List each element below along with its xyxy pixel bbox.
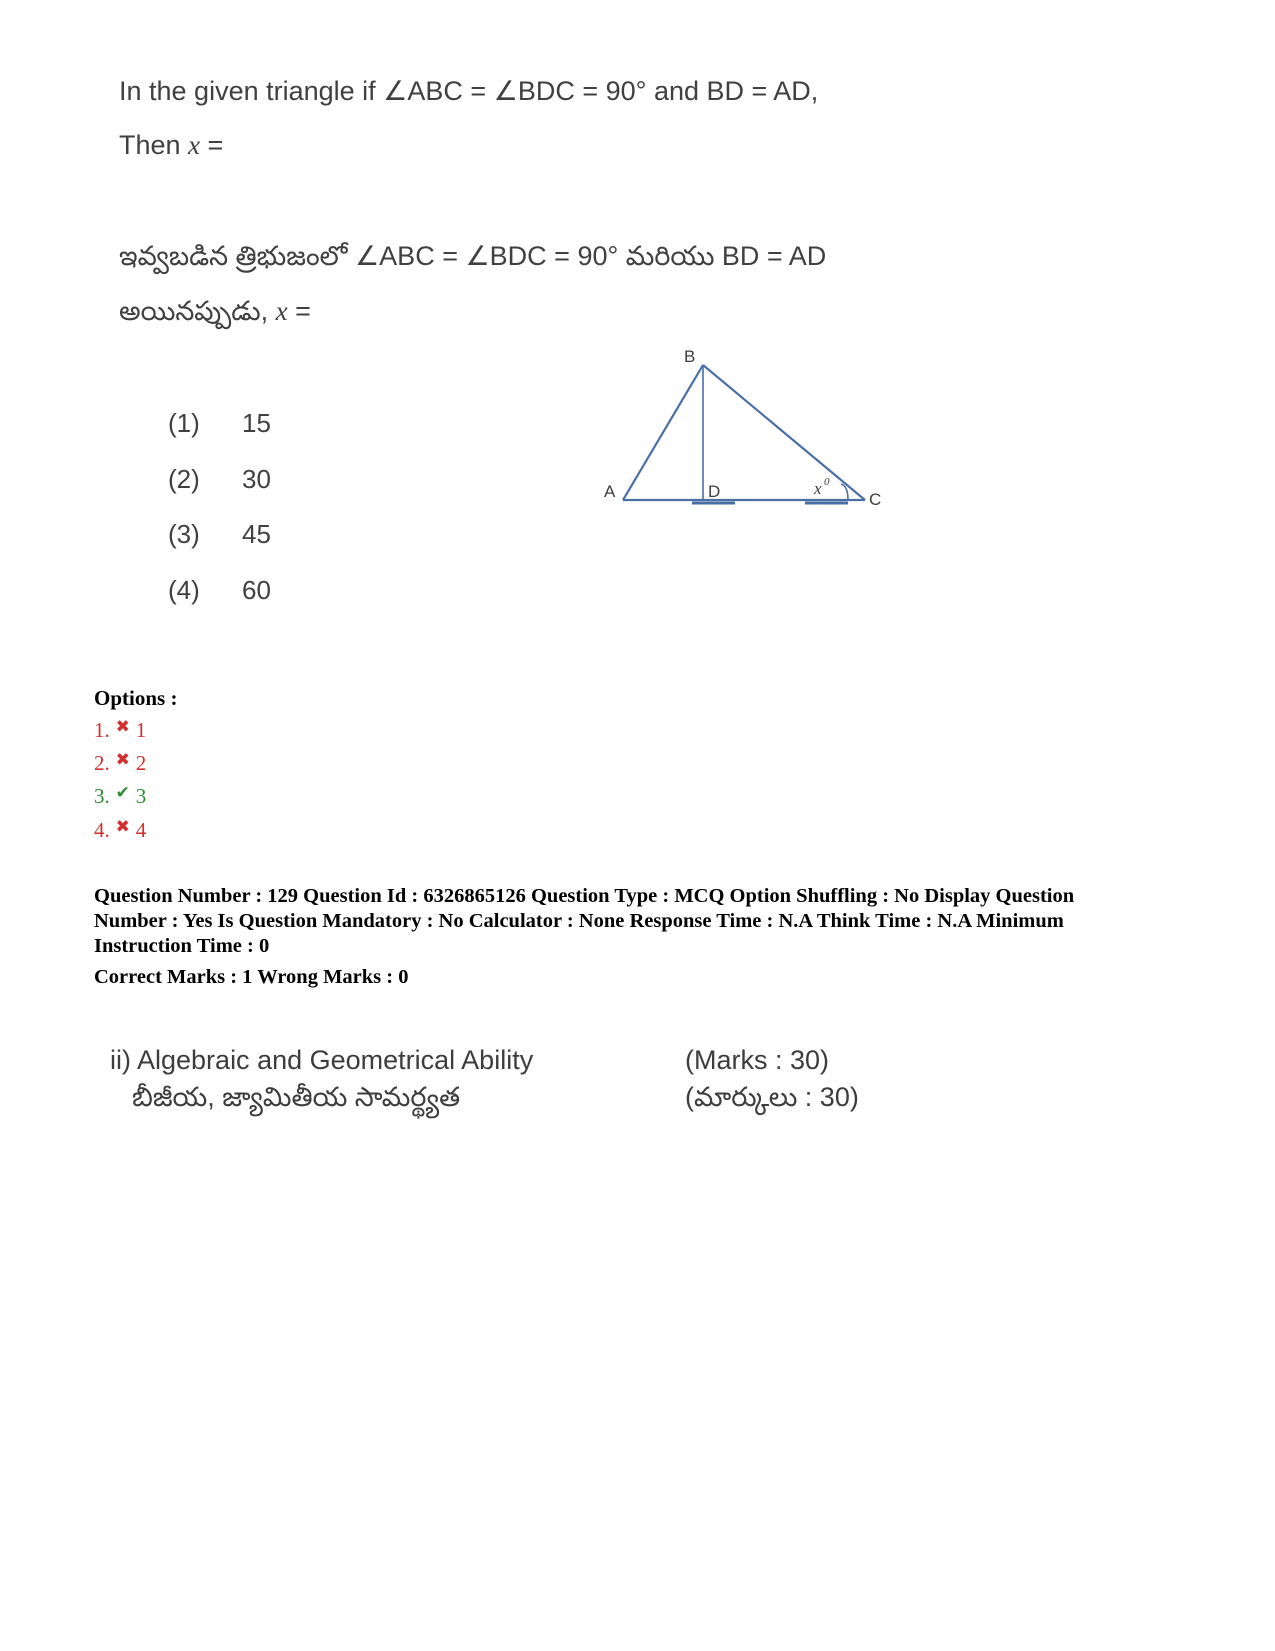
option-label: 4 [135, 818, 147, 842]
option-number: 4. [94, 818, 110, 842]
metadata-line: Question Number : 129 Question Id : 6326865126 Question Type : MCQ Option Shuffling : No Display Question [94, 885, 1075, 907]
options-title: Options : [94, 686, 178, 710]
question-english-line2 [119, 130, 223, 161]
question-telugu-prefix: అయినప్పుడు, [119, 296, 276, 326]
variable-x: x [275, 296, 288, 326]
option-1 [94, 718, 146, 743]
metadata-line: Instruction Time : 0 [94, 935, 270, 957]
check-icon: ✔ [115, 783, 130, 802]
vertex-label-b: B [684, 347, 696, 366]
section-title-english: ii) Algebraic and Geometrical Ability [110, 1045, 534, 1075]
choice-number: (4) [168, 575, 200, 605]
vertex-label-a: A [604, 482, 616, 501]
question-english-line1: In the given triangle if ∠ABC = ∠BDC = 90° and BD = AD, [119, 76, 819, 106]
option-number: 1. [94, 718, 110, 742]
side-bc [703, 365, 865, 500]
option-label: 1 [135, 718, 147, 742]
option-3 [94, 784, 146, 809]
choice-3 [168, 519, 271, 550]
triangle-figure [580, 340, 900, 520]
option-4 [94, 818, 146, 843]
choice-4 [168, 575, 271, 606]
choice-number: (2) [168, 464, 200, 494]
cross-icon: ✖ [115, 750, 130, 769]
choice-2 [168, 464, 271, 495]
metadata-line: Number : Yes Is Question Mandatory : No Calculator : None Response Time : N.A Think Time : N.A Minimum [94, 910, 1064, 932]
cross-icon: ✖ [115, 817, 130, 836]
choice-value: 45 [242, 519, 271, 549]
angle-label-degree: 0 [824, 476, 830, 488]
question-telugu-suffix: = [287, 296, 311, 326]
angle-label-x: x [814, 479, 822, 498]
choice-value: 30 [242, 464, 271, 494]
section-marks-telugu: (మార్కులు : 30) [685, 1082, 859, 1112]
option-label: 3 [135, 784, 147, 808]
choice-value: 15 [242, 408, 271, 438]
variable-x: x [188, 130, 201, 160]
question-metadata [94, 884, 1194, 959]
choice-number: (1) [168, 408, 200, 438]
question-english-prefix: Then [119, 130, 189, 160]
vertex-label-d: D [708, 482, 721, 501]
angle-arc-c [841, 484, 848, 500]
cross-icon: ✖ [115, 717, 130, 736]
marks-info: Correct Marks : 1 Wrong Marks : 0 [94, 966, 409, 988]
choice-value: 60 [242, 575, 271, 605]
question-telugu-line2 [119, 296, 311, 334]
section-title-telugu: బీజీయ, జ్యామితీయ సామర్థ్యత [132, 1082, 461, 1112]
choice-number: (3) [168, 519, 200, 549]
choice-1 [168, 408, 271, 439]
option-2 [94, 751, 146, 776]
question-english-suffix: = [200, 130, 224, 160]
option-number: 2. [94, 751, 110, 775]
option-number: 3. [94, 784, 110, 808]
side-ab [623, 365, 703, 500]
option-label: 2 [135, 751, 147, 775]
question-telugu-line1: ఇవ్వబడిన త్రిభుజంలో ∠ABC = ∠BDC = 90° మరియు BD = AD [119, 241, 827, 271]
section-marks-english: (Marks : 30) [685, 1045, 830, 1075]
vertex-label-c: C [869, 490, 882, 509]
